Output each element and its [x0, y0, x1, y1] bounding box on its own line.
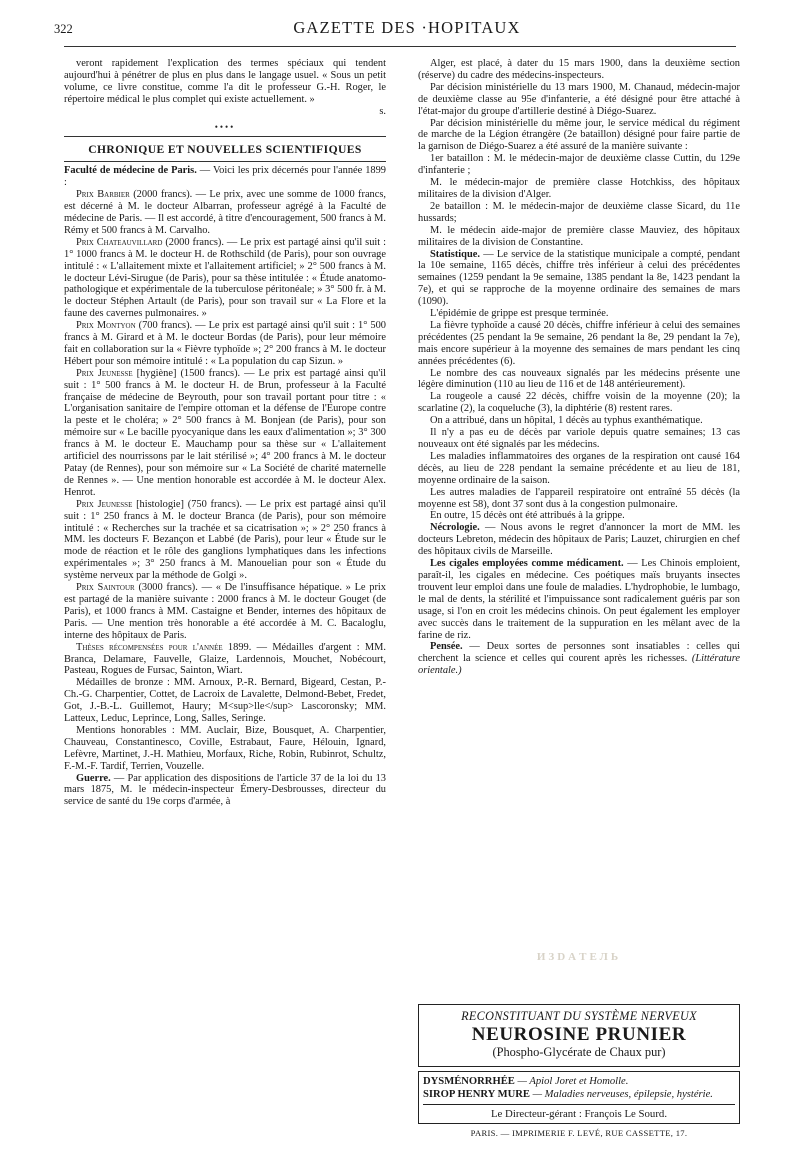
- right-paragraph: Alger, est placé, à dater du 15 mars 1900, dans la deuxième section (réserve) du cadre des médecins-inspecteurs.: [418, 58, 740, 81]
- right-column: [418, 58, 740, 677]
- right-paragraph: Les autres maladies de l'appareil respiratoire ont entraîné 55 décès (la moyenne est 58), dont 37 sont dus à la congestion pulmonaire.: [418, 486, 740, 510]
- prize-text: (2000 francs). — Le prix, avec une somme de 1000 francs, est décerné à M. le docteur Albarran, professeur agrégé à la Faculté de médecine de Paris. — Il est accordé, à titre d'encouragement, 500 francs à M. Rémy et 500 francs à M. Carvalho.: [64, 189, 387, 236]
- right-paragraph: Les maladies inflammatoires des organes de la respiration ont causé 164 décès, au lieu de 228 pendant la semaine précédente et au lieu de 181, moyenne ordinaire de la saison.: [418, 450, 740, 486]
- statistique-paragraph: [418, 249, 740, 309]
- theses-paragraph: [64, 642, 386, 678]
- faculty-intro-paragraph: [64, 165, 386, 189]
- right-paragraph: M. le médecin-major de première classe Hotchkiss, des hôpitaux militaires de la division d'Alger.: [418, 177, 740, 200]
- prize-text: [hygiène] (1500 francs). — Le prix est partagé ainsi qu'il suit : 1° 500 francs à M. le docteur H. de Brun, professeur à la Faculté française de médecine de Beyrouth, pour son travail portant pour titre : « L'organisation sanitaire de l'empire ottoman et la défense de l'Europe contre la peste et le choléra; » 2° 500 francs à M. Bonjean (de Paris), pour son mémoire sur « Le bacille pyocyanique dans les eaux d'alimentation »; 3° 300 francs à M. le docteur E. Mauchamp pour sa thèse sur « L'allaitement artificiel des nourrissons par le lait stérilisé »; 4° 200 francs à M. le docteur Patay (de Rennes), pour son mémoire sur « La Société de charité maternelle de Rennes ». — Une mention honorable est accordée à M. le docteur Alex. Henrot.: [64, 367, 386, 498]
- right-paragraph: En outre, 15 décès ont été attribués à la grippe.: [430, 510, 625, 522]
- faculty-intro-text: — Voici les prix décernés pour l'année 1899 :: [64, 165, 386, 189]
- prize-name: Prix Jeunesse: [76, 498, 133, 510]
- right-paragraph: Il n'y a pas eu de décès par variole depuis quatre semaines; 13 cas nouveaux ont été signalés par les médecins.: [418, 427, 740, 450]
- right-paragraph: On a attribué, dans un hôpital, 1 décès au typhus exanthématique.: [430, 415, 703, 427]
- prize-text: (700 francs). — Le prix est partagé ainsi qu'il suit : 1° 500 francs à M. Girard et à M. le docteur Bordas (de Paris), pour leur mémoire fait en collaboration sur la « Fièvre typhoïde »; 2° 200 francs à M. le docteur Hébert pour son mémoire intitulé : « La population du cap Sizun. »: [64, 320, 386, 367]
- theses-text: — Médailles d'argent : MM. Branca, Delamare, Fauvelle, Glaize, Lardennois, Mouchet, Nobécourt, Pasteau, Rogues de Fursac, Sainton, Wiart.: [64, 641, 386, 677]
- opening-paragraph: veront rapidement l'explication des termes spéciaux qui tendent aujourd'hui à pénétrer de plus en plus dans le langage usuel. « Sous un petit volume, ce livre constitue, comme l'a dit le professeur G.-H. Roger, le répertoire médical le plus complet qui existe actuellement. »: [64, 58, 386, 105]
- product-line-1: [423, 1075, 735, 1088]
- pensee-lead: Pensée.: [430, 641, 463, 653]
- right-paragraph: La fièvre typhoïde a causé 20 décès, chiffre inférieur à celui des semaines précédentes (25 pendant la 9e semaine, 26 pendant la 8e, 29 pendant la 7e), mais encore supérieur à la moyenne des semaines de mars pendant les cinq années précédentes (6).: [418, 319, 740, 367]
- right-paragraph: M. le médecin aide-major de première classe Mauviez, des hôpitaux militaires de la division de Constantine.: [418, 224, 740, 248]
- prize-name: Prix Montyon: [76, 320, 136, 332]
- prize-name: Prix Jeunesse: [76, 367, 133, 379]
- theses-heading: Thèses récompensées pour l'année 1899.: [76, 641, 252, 653]
- pensee-source: (Littérature orientale.): [418, 653, 740, 677]
- advert-block: [418, 1004, 740, 1138]
- medals-paragraph: Médailles de bronze : MM. Arnoux, P.-R. Bernard, Bigeard, Cestan, P.-Ch.-G. Charpentier, Cottet, de Lacroix de Lavalette, Delmond-Bebet, Fredet, Got, J.-B.-L. Guillemot, Haury; M<sup>lle</sup> Lascoronsky; MM. Latteux, Leduc, Leprince, Long, Salles, Seringe.: [64, 677, 386, 725]
- page-header: [54, 18, 760, 44]
- prize-entry: [64, 582, 386, 642]
- right-paragraph: Le nombre des cas nouveaux signalés par les médecins présente une légère diminution (110 au lieu de 116 et de 148 antérieurement).: [418, 367, 740, 391]
- watermark-text: ИЗDAТЕЛЬ: [536, 951, 622, 963]
- product-text-2: — Maladies nerveuses, épilepsie, hystérie.: [532, 1089, 713, 1100]
- neurosine-tagline: RECONSTITUANT DU SYSTÈME NERVEUX: [461, 1009, 697, 1023]
- right-paragraph: 1er bataillon : M. le médecin-major de deuxième classe Cuttin, du 129e d'infanterie ;: [418, 153, 740, 177]
- prize-text: [histologie] (750 francs). — Le prix est partagé ainsi qu'il suit : 1° 250 francs à M. le docteur Branca (de Paris), pour son mémoire intitulé : « Recherches sur la trachée et sa cicatrisation »; » 2° 250 francs à MM. les docteurs F. Bezançon et Labbé (de Paris), pour leur « Étude sur le mode de réaction et le rôle des ganglions lymphatiques dans les infections expérimentales »; 3° 250 francs à M. Manouelian pour son « Étude du système nerveux par la méthode de Golgi ».: [64, 498, 386, 582]
- neurosine-subtitle: (Phospho-Glycérate de Chaux pur): [492, 1045, 666, 1059]
- prize-entry: [64, 189, 386, 237]
- imprint-line: PARIS. — IMPRIMERIE F. LEVÉ, RUE CASSETTE, 17.: [470, 1128, 688, 1138]
- prize-name: Prix Saintour: [76, 582, 135, 594]
- faculty-lead: Faculté de médecine de Paris.: [64, 165, 197, 177]
- necrologie-text: — Nous avons le regret d'annoncer la mort de MM. les docteurs Lebreton, médecin des hôpitaux de Paris; Lauzet, chirurgien en chef des hôpitaux civils de Marseille.: [418, 522, 740, 558]
- product-name-1: DYSMÉNORRHÉE: [423, 1076, 515, 1087]
- right-paragraph: Par décision ministérielle du 13 mars 1900, M. Chanaud, médecin-major de deuxième classe au 95e d'infanterie, a été désigné pour être attaché à l'état-major du groupe d'artillerie destiné à Diégo-Suarez.: [418, 81, 740, 117]
- cigales-text: — Les Chinois emploient, paraît-il, les cigales en médecine. Ces poétiques maïs bruyants insectes trouvent leur emploi dans une foule de maladies. L'hydrophobie, le lumbago, le mal de dents, la stérilité et l'impuissance sont radicalement guéris par son usage, si l'on en croit les médecins chinois. On peut également les employer avec succès dans le traitement de la suppuration en les mêlant avec de la farine de riz.: [418, 558, 741, 641]
- prize-entry: [64, 237, 386, 320]
- neurosine-ad: [418, 1004, 740, 1067]
- guerre-paragraph: [64, 773, 386, 809]
- running-title: GAZETTE DES ·HOPITAUX: [293, 18, 521, 37]
- prize-name: Prix Chateauvillard: [76, 236, 163, 248]
- mentions-paragraph: Mentions honorables : MM. Auclair, Bize, Bousquet, A. Charpentier, Chauveau, Constantinesco, Coville, Estrabaut, Faure, Hélouin, Ignard, Lefèvre, Martinet, J.-H. Mathieu, Morfaux, Riche, Robin, Rubinrot, Schultz, F.-M.-F. Tardif, Terrien, Vouzelle.: [64, 724, 386, 772]
- columns-container: [64, 58, 740, 1138]
- left-column: [64, 58, 386, 808]
- products-ad: [418, 1071, 740, 1124]
- statistique-lead: Statistique.: [430, 248, 480, 260]
- ad-separator-rule: [423, 1104, 735, 1105]
- cigales-lead: Les cigales employées comme médicament.: [430, 558, 624, 570]
- product-line-2: [423, 1088, 735, 1101]
- guerre-text: — Par application des dispositions de l'article 37 de la loi du 13 mars 1875, M. le médecin-inspecteur Émery-Desbrousses, directeur du service de santé du 19e corps d'armée, à: [64, 772, 386, 808]
- director-line: Le Directeur-gérant : François Le Sourd.: [490, 1108, 668, 1120]
- header-rule: [64, 46, 736, 47]
- section-rule-bottom: [64, 161, 386, 162]
- necrologie-lead: Nécrologie.: [430, 522, 480, 534]
- prize-entry: [64, 368, 386, 499]
- statistique-text: — Le service de la statistique municipale a compté, pendant la 10e semaine, 1165 décès, chiffre très inférieur à celui des précédentes semaines (1259 pendant la 9e semaine, 1385 pendant la 8e, 1423 pendant la 7e), et qui se rapproche de la moyenne ordinaire des semaines de mars (1090).: [418, 248, 740, 308]
- necrologie-paragraph: [418, 522, 740, 558]
- prize-text: (3000 francs). — « De l'insuffisance hépatique. » Le prix est partagé de la manière suivante : 2000 francs à M. le docteur Gouget (de Paris), et 1000 francs à MM. Castaigne et Bender, internes des hôpitaux de Paris. — Une mention très honorable a été accordée à M. C. Bacaloglu, interne des hôpitaux de Paris.: [64, 582, 386, 641]
- prize-entry: [64, 499, 386, 582]
- opening-signature: s.: [379, 105, 386, 117]
- right-paragraph: L'épidémie de grippe est presque terminée.: [430, 308, 609, 320]
- right-paragraph: 2e bataillon : M. le médecin-major de deuxième classe Sicard, du 11e hussards;: [418, 200, 740, 224]
- folio-number: 322: [54, 22, 73, 36]
- right-paragraph: Par décision ministérielle du même jour, le service médical du régiment de marche de la Légion étrangère (2e bataillon) désigné pour faire partie de la garnison de Diégo-Suarez a été assuré de la manière suivante :: [418, 117, 740, 153]
- guerre-lead: Guerre.: [76, 772, 111, 784]
- product-text-1: — Apiol Joret et Homolle.: [517, 1076, 629, 1087]
- prize-entry: [64, 320, 386, 368]
- prize-text: (2000 francs). — Le prix est partagé ainsi qu'il suit : 1° 1000 francs à M. le docteur H. de Rothschild (de Paris), pour son ouvrage intitulé : « L'allaitement mixte et l'allaitement artificiel; » 2° 500 francs à M. le docteur Lévi-Sirugue (de Paris), pour sa thèse intitulée : « Étude anatomo-pathologique et expérimentale de la tuberculose péritonéale; » 3° 500 fr. à M. le docteur Stéphen Artault (de Paris), pour son travail sur « La Flore et la faune des cavernes pulmonaires. »: [64, 236, 386, 320]
- cigales-paragraph: [418, 558, 740, 641]
- section-rule-top: [64, 136, 386, 137]
- pensee-text: — Deux sortes de personnes sont insatiables : celles qui cherchent la science et celles qui courent après les richesses.: [418, 641, 740, 665]
- section-heading: CHRONIQUE ET NOUVELLES SCIENTIFIQUES: [88, 143, 362, 157]
- right-paragraph: La rougeole a causé 22 décès, chiffre voisin de la moyenne (20); la scarlatine (2), la coqueluche (3), la diphtérie (8) restent rares.: [418, 391, 740, 415]
- product-name-2: SIROP HENRY MURE: [423, 1089, 530, 1100]
- prize-name: Prix Barbier: [76, 189, 130, 201]
- neurosine-title: NEUROSINE PRUNIER: [471, 1024, 687, 1045]
- pensee-paragraph: [418, 641, 740, 677]
- ornament-divider: ••••: [214, 121, 236, 132]
